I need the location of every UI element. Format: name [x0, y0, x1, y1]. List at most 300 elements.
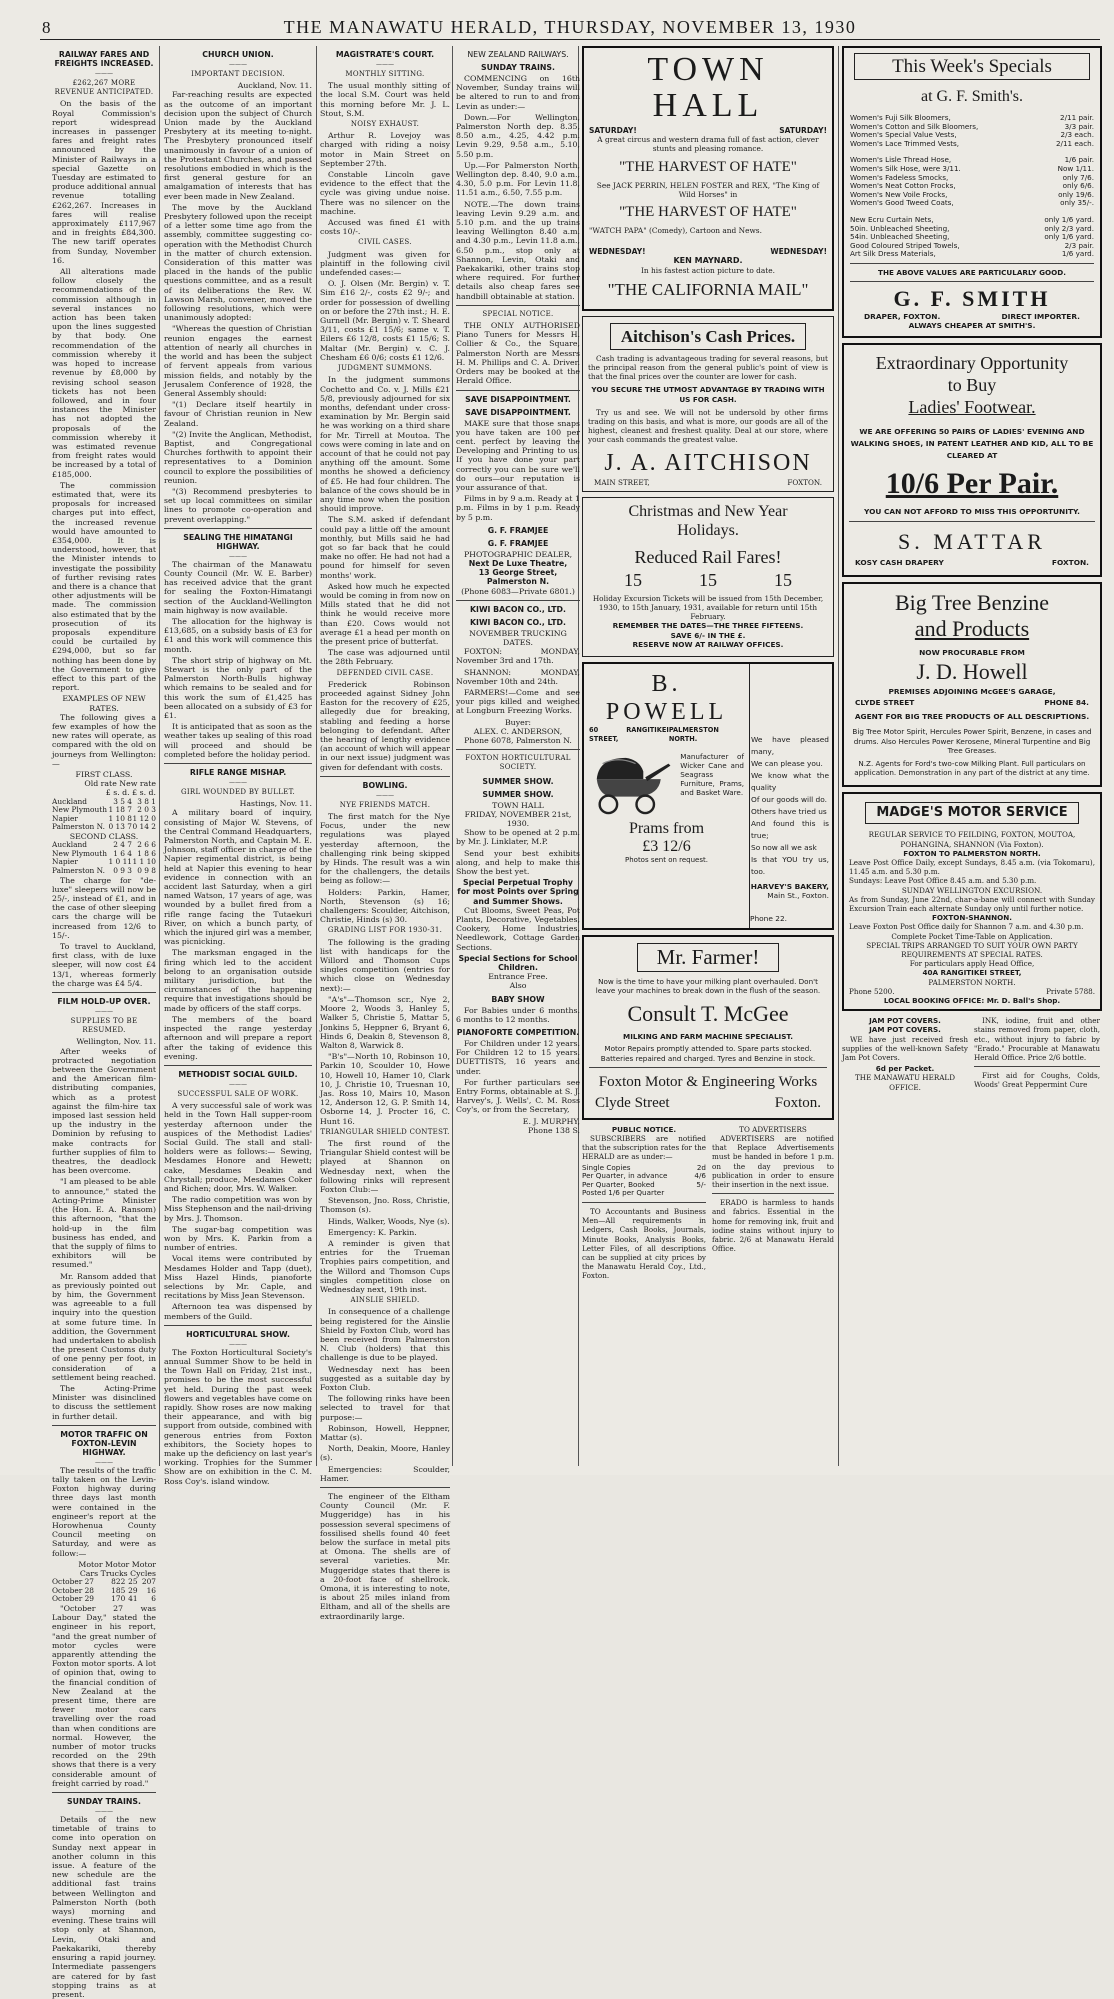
item-label: Women's New Voile Frocks, [850, 189, 948, 199]
table-row: October 29 170 41 6 [52, 1594, 156, 1604]
ad-paragraph: SPECIAL TRIPS ARRANGED TO SUIT YOUR OWN PARTY REQUIREMENTS AT SPECIAL RATES. [866, 940, 1078, 959]
ad-headline: KIWI BACON CO., LTD. [470, 604, 566, 614]
article-subheadline: IMPORTANT DECISION. [191, 70, 285, 78]
notice-headline: SPECIAL NOTICE. [482, 309, 554, 318]
ad-line: PREMISES ADJOINING McGEE'S GARAGE, [888, 686, 1056, 696]
rate-label: Per Quarter, Booked [582, 1179, 655, 1189]
specials-group [850, 216, 1094, 259]
ad-town: FOXTON. [1051, 557, 1089, 567]
ad-paragraph: Cash trading is advantageous trading for several reasons, but the principal reason from the general public's point of view is that the final prices over the counter are lower for cash. [588, 353, 828, 382]
item-label: Good Coloured Striped Towels, [850, 240, 960, 250]
ad-name: J. A. AITCHISON [604, 449, 812, 476]
traffic-table [52, 1578, 156, 1604]
ad-line: Special Sections for School Children. [458, 953, 578, 973]
divider [164, 528, 312, 529]
ad-paragraph: Show to be opened at 2 p.m. by Mr. J. Linklater, M.P. [456, 828, 580, 847]
ad-line: SUNDAY WELLINGTON EXCURSION. [901, 885, 1043, 895]
table-row: Napier 1 10 8 1 12 0 [52, 813, 156, 823]
notice-paragraph: COMMENCING on 16th November, Sunday trains will be altered to run to and from Levin as under:— [456, 74, 580, 111]
ad-paragraph: A great circus and western drama full of fast action, clever stunts and pleasing romance. [597, 135, 819, 154]
ad-paragraph: "WATCH PAPA" (Comedy), Cartoon and News. [589, 226, 762, 236]
ad-subtitle: Reduced Rail Fares! [634, 546, 782, 567]
ad-paragraph: YOU CAN NOT AFFORD TO MISS THIS OPPORTUNITY. [864, 506, 1080, 516]
article-paragraph: The results of the traffic tally taken on the Levin-Foxton highway during three days last month were contained in the engineer's report at the Horowhenua County Council meeting on Saturday, and were as follow:— [52, 1465, 156, 1558]
ad-title: MADGE'S MOTOR SERVICE [876, 805, 1068, 821]
article-paragraph: "I am pleased to be able to announce," stated the Acting-Prime Minister (the Hon. E. A. Ransom) this afternoon, "that the hold-up in the film business has ended, and that the supply of films to exhibitors will be resumed." [52, 1177, 156, 1270]
column-2 [164, 46, 312, 1486]
article-paragraph: Frederick Robinson proceeded against Sidney John Easton for the recovery of £25, allegedly due for breaking, stabling and feeding a horse belonging to defendant. After the hearing of lengthy evidence (an account of which will appear in our next issue) judgment was given for defendant with costs. [320, 679, 450, 772]
ad-address: 40A RANGITIKEI STREET, [922, 968, 1022, 978]
ad-line: NOVEMBER TRUCKING DATES. [469, 628, 567, 647]
article-headline: CHURCH UNION. [202, 50, 274, 59]
ad-town: Foxton. [774, 1094, 821, 1111]
dateline: Wellington, Nov. 11. [76, 1037, 156, 1047]
divider [974, 1066, 1100, 1067]
section-label: TRIANGULAR SHIELD CONTEST. [320, 1127, 450, 1136]
ad-line: PHOTOGRAPHIC DEALER, [463, 549, 573, 559]
article-paragraph: Afternoon tea was dispensed by members of the Guild. [164, 1302, 312, 1321]
ad-line: LOCAL BOOKING OFFICE: Mr. D. Ball's Shop. [883, 996, 1061, 1005]
ad-name: ALEX. C. ANDERSON, [473, 726, 563, 736]
ad-headline: KIWI BACON CO., LTD. [470, 617, 566, 627]
item-price: only 1/6 yard. [1044, 232, 1094, 242]
price-row [850, 250, 1094, 259]
item-label: Women's Special Value Vests, [850, 130, 957, 140]
article-paragraph: Holders: Parkin, Hamer, North, Stevenson (s) 16; challengers: Scoulder, Aitchison, Christie, Hinds (s) 30. [320, 887, 450, 925]
price-row [850, 140, 1094, 149]
ad-day: SATURDAY! [779, 126, 827, 135]
ad-name: G. F. SMITH [893, 286, 1051, 312]
article-paragraph: Emergency: K. Parkin. [328, 1227, 417, 1237]
article-headline: MOTOR TRAFFIC ON FOXTON-LEVIN HIGHWAY. [60, 1429, 148, 1457]
pram-illustration [589, 752, 676, 816]
ad-town: PALMERSTON NORTH. [668, 726, 719, 744]
article-paragraph: The usual monthly sitting of the local S.M. Court was held this morning before Mr. J. L. Stout, S.M. [320, 81, 450, 118]
ornament-divider: ——— [229, 779, 247, 787]
article-paragraph: Accused was fined £1 with costs 10/-. [320, 218, 450, 237]
ad-line: KOSY CASH DRAPERY [855, 557, 944, 567]
divider [850, 263, 1094, 264]
ad-line: MILKING AND FARM MACHINE SPECIALIST. [623, 1032, 793, 1042]
ad-works: Foxton Motor & Engineering Works [598, 1073, 818, 1090]
ad-address: 60 RANGITIKEI STREET, [589, 726, 669, 744]
verse-line: We know what the quality [751, 771, 829, 793]
article-subheadline: SUCCESSFUL SALE OF WORK. [177, 1089, 299, 1098]
fare-number: 15 [774, 569, 792, 590]
article-paragraph: Vocal items were contributed by Mesdames Holder and Tapp (duet), Miss Hazel Hinds, pianoforte selections by Mr. Caple, and recitations by Miss Jean Stevenson. [164, 1254, 312, 1301]
article-paragraph: It is anticipated that as soon as the weather takes up sealing of this road will proceed and should be completed before the holiday period. [164, 722, 312, 759]
ad-paragraph: First aid for Coughs, Colds, Woods' Great Peppermint Cure [974, 1071, 1100, 1090]
verse-line: Is that YOU try us, too. [751, 855, 829, 877]
ad-paragraph: Leave Foxton Post Office daily for Shannon 7 a.m. and 4.30 p.m. [849, 922, 1084, 932]
divider [850, 281, 1094, 282]
item-label: Women's Fadeless Smocks, [850, 172, 949, 182]
ad-price: 10/6 Per Pair. [885, 466, 1059, 500]
ad-line: AGENT FOR BIG TREE PRODUCTS OF ALL DESCRIPTIONS. [854, 712, 1090, 722]
ad-phone: Phone 5200. [849, 986, 895, 996]
divider [52, 992, 156, 993]
ad-headline: BABY SHOW [491, 994, 545, 1004]
ad-line: 13 George Street, Palmerston N. [478, 568, 558, 587]
ad-paragraph: Manufacturer of Wicker Cane and Seagrass Furniture, Prams, and Basket Ware. [680, 752, 744, 798]
ad-name: S. MATTAR [898, 528, 1046, 554]
table-header: Old rate New rate [84, 779, 156, 789]
ad-line: ALWAYS CHEAPER AT SMITH'S. [908, 321, 1036, 331]
item-label: Women's Good Tweed Coats, [850, 198, 954, 208]
ad-paragraph: RESERVE NOW AT RAILWAY OFFICES. [632, 639, 784, 649]
ad-phone: Phone 22. [750, 914, 787, 924]
article-paragraph: The case was adjourned until the 28th February. [320, 648, 450, 667]
ad-paragraph: FOXTON: MONDAY, November 3rd and 17th. [456, 647, 580, 666]
notice-paragraph: THE ONLY AUTHORISED Piano Tuners for Messrs H. Collier & Co., the Square, Palmerston North are Messrs H. M. Phillips and C. A. Driver. Orders may be booked at the Herald Office. [456, 321, 580, 386]
ad-consult: Consult T. McGee [627, 1001, 789, 1027]
ad-line: Special Perpetual Trophy for most Points over Spring and Summer Shows. [457, 878, 579, 906]
article-paragraph: The following is the grading list with handicaps for the Willord and Thomson Cups singles competition (entries for which close on Wednesday next):— [320, 937, 450, 993]
section-label: JUDGMENT SUMMONS. [338, 364, 432, 373]
table-header: Motor Motor Motor [78, 1559, 156, 1569]
item-price: only 7/6. [1062, 172, 1094, 182]
table-caption: SECOND CLASS. [69, 832, 139, 842]
table-row: Palmerston N. 0 13 7 0 14 2 [52, 822, 156, 832]
ornament-divider: ——— [376, 791, 394, 799]
ad-paragraph: For further particulars see Entry Forms, obtainable at S. J. Harvey's, J. Wells', C. M. Ross Coy's, or from the Secretary, [456, 1077, 580, 1115]
masthead-title: THE MANAWATU HERALD, THURSDAY, NOVEMBER 13, 1930 [283, 17, 857, 37]
article-paragraph: The marksman engaged in the firing which led to the accident belong to an organisation outside military jurisdiction, but the circumstances of the happening require that investigations should be made by officers of the staff corps. [164, 948, 312, 1013]
article-paragraph: A military board of inquiry, consisting of Major W. Stevens, of the Central Command Headquarters, Palmerston North, and Captain M. E. Johnson, staff officer in charge of the Napier regimental district, is being held at Napier this evening to hear evidence in connection with an accident last Saturday, when a girl named Watson, 17 years of age, was wounded by a bullet fired from a rifle range facing the Tutaekuri River, on which a bunch party, of which the injured girl was a member, was picnicking. [164, 808, 312, 947]
divider [456, 600, 580, 601]
article-paragraph: Far-reaching results are expected as the outcome of an important decision upon the subject of Church Union made by the Auckland Presbytery at its meeting to-night. The Presbytery pronounced itself unanimously in favour of a union of the Protestant Churches, and passed resolutions embodied in which is the first general gesture for an amalgamation of interests that has ever been made in New Zealand. [164, 90, 312, 201]
column-6 [842, 46, 1102, 1466]
ornament-divider: ——— [229, 552, 247, 560]
section-label: CIVIL CASES. [358, 238, 412, 247]
ad-address: CLYDE STREET [855, 698, 915, 708]
table-row: Napier 1 0 11 1 1 10 [52, 857, 156, 867]
divider [456, 390, 580, 391]
ad-address: Main St., Foxton. [767, 891, 829, 901]
article-paragraph: "(3) Recommend presbyteries to set up local committees on similar lines to promote co-operation and prevent overlapping." [164, 486, 312, 524]
verse-line: Of our goods will do. [751, 795, 827, 805]
ad-line: NOW PROCURABLE FROM [919, 647, 1025, 657]
column-rule [838, 46, 839, 1466]
article-paragraph: The following rinks have been selected to travel for that purpose:— [320, 1394, 450, 1422]
ad-paragraph: MAKE sure that those snaps you have taken are 100 per cent. perfect by leaving the Developing and Printing to us. If you have done your part correctly you can be sure we'll do ours—our reputation is your assurance of that. [456, 418, 580, 492]
ad-paragraph: In his fastest action picture to date. [641, 265, 775, 275]
ad-headline: SUMMER SHOW. [482, 789, 554, 799]
column-4 [456, 46, 580, 1466]
item-label: Art Silk Dress Materials, [850, 249, 936, 259]
article-paragraph: In the judgment summons Cochetto and Co. v. J. Mills £21 5/8, previously adjourned for six months, defendant under cross-examination by Mr. Bergin said he was working on a third share for Mr. Tirrell at Moutoa. The cows were coming in late and on account of that he could not pay anything off the amount. Some months he showed a deficiency of £5. He had four children. The balance of the cows should be in any time now when the position should improve. [320, 375, 450, 514]
article-paragraph: Judgment was given for plaintiff in the following civil undefended cases:— [320, 249, 450, 278]
ad-address: Clyde Street [595, 1094, 670, 1111]
ad-paragraph: Sundays: Leave Post Office 8.45 a.m. and 5.30 p.m. [849, 876, 1037, 886]
ad-address: MAIN STREET, [594, 477, 650, 487]
article-headline: SEALING THE HIMATANGI HIGHWAY. [183, 532, 293, 551]
item-label: New Ecru Curtain Nets, [850, 214, 934, 224]
column-5 [582, 46, 834, 1466]
item-label: Women's Fuji Silk Bloomers, [850, 113, 951, 122]
ad-line: FOXTON-SHANNON. [932, 913, 1012, 923]
ad-paragraph: As from Sunday, June 22nd, char-a-bane will connect with Sunday Excursion Train each alternate Sunday only until further notice. [849, 894, 1095, 913]
rate-value: 4/6 [694, 1171, 706, 1181]
rate-value: 2d [696, 1162, 706, 1172]
ad-subtitle: at G. F. Smith's. [920, 88, 1024, 105]
item-price: 2/11 pair. [1060, 113, 1094, 122]
ad-paragraph: WE have just received fresh supplies of the well-known Safety Jam Pot Covers. [842, 1034, 968, 1063]
ad-paragraph: Send your best exhibits along, and help to make this Show the best yet. [456, 848, 580, 877]
ad-headline: FOXTON HORTICULTURAL SOCIETY. [465, 754, 571, 772]
article-paragraph: The move by the Auckland Presbytery followed upon the receipt of a letter some time ago from the assembly, committee suggesting co-operation with the Methodist Church in the matter of church extension. Consideration of this matter was placed in the hands of the public questions committee, and as a result of its deliberations the Rev. W. Lawson Marsh, convener, moved the following resolutions, which were unanimously adopted: [164, 202, 312, 323]
divider [52, 1792, 156, 1793]
section-label: EXAMPLES OF NEW RATES. [62, 694, 146, 713]
ad-title: Big Tree Benzine [895, 589, 1049, 615]
ad-paragraph: Cut Blooms, Sweet Peas, Pot Plants, Decorative, Vegetables, Cookery, Home Industries, Needlework, Cottage Garden Sections. [456, 905, 580, 952]
article-paragraph: All alterations made follow closely the recommendations of the commission although in several instances no action has been taken upon the lines suggested by that body. One recommendation of the commission whereby it was hoped to increase revenue by £8,000 by revising school season tickets has not been followed, and in four instances the Minister has not adopted the proposals of the commission whereby it was estimated revenue from freight rates would be increased by a total of £185,000. [52, 267, 156, 479]
notice-paragraph: NOTE.—The down trains leaving Levin 9.29 a.m. and 5.10 p.m. and the up trains leaving Wellington 8.40 a.m. and 4.30 p.m., Levin 11.8 a.m., 6.50 p.m., stop only at Shannon, Levin, Otaki and Paekakariki, other trains stop where required. For further details also cheap fares see handbill obtainable at station. [456, 199, 580, 301]
article-paragraph: "Whereas the question of Christian reunion engages the earnest attention of nearly all churches in the world and has been the subject of fervent appeals from various mission fields, and notably by the Jerusalem Conference of 1928, the General Assembly should: [164, 324, 312, 398]
ad-title: Mr. Farmer! [656, 944, 760, 969]
item-price: only 2/3 yard. [1044, 223, 1094, 233]
article-headline: HORTICULTURAL SHOW. [186, 1329, 290, 1339]
ad-line: FOXTON TO PALMERSTON NORTH. [903, 848, 1041, 858]
ad-phone: (Phone 6083—Private 6801.) [461, 586, 575, 596]
article-paragraph: Details of the new timetable of trains to come into operation on Sunday next appear in another column in this issue. A feature of the new schedule are the additional fast trains between Wellington and Palmerston North (both ways) morning and evening. These trains will stop only at Shannon, Levin, Otaki and Paekakariki, thereby ensuring a rapid journey. Intermediate passengers are catered for by fast stopping trains as at present. [52, 1815, 156, 1999]
specials-group [850, 114, 1094, 148]
ornament-divider: ——— [229, 1080, 247, 1088]
divider [52, 1425, 156, 1426]
ad-line: Next De Luxe Theatre, [468, 558, 568, 568]
ad-line: DRAPER, FOXTON. [864, 312, 941, 322]
article-paragraph: Stevenson, Jno. Ross, Christie, Thomson (s). [320, 1196, 450, 1215]
article-paragraph: "A's"—Thomson scr., Nye 2, Moore 2, Woods 3, Hanley 5, Walker 5, Christie 5, Mattar 5, Jonkins 5, Heppner 6, Bryant 6, Hinds 6, Deakin 8, Stevenson 8, Walton 8, Warwick 8. [320, 994, 450, 1050]
ad-powell-harvey [582, 662, 834, 930]
ad-paragraph: SHANNON: MONDAY, November 10th and 24th. [456, 667, 580, 686]
ad-rail-fares [582, 497, 834, 657]
ad-line: Entrance Free. [488, 972, 548, 982]
ad-paragraph: Leave Post Office Daily, except Sundays, 8.45 a.m. (via Tokomaru), 11.45 a.m. and 5.30 p.m. [849, 857, 1095, 877]
ad-paragraph: FARMERS!—Come and see your pigs killed and weighed at Longburn Freezing Works. [456, 687, 580, 716]
ad-town-hall [582, 46, 834, 311]
article-paragraph: "(2) Invite the Anglican, Methodist, Baptist, and Congregational Churches forthwith to appoint their representatives to a Dominion council to explore the possibilities of reunion. [164, 429, 312, 485]
fares-table-first [52, 798, 156, 832]
table-row: New Plymouth 1 18 7 2 0 3 [52, 805, 156, 815]
divider [456, 749, 580, 750]
ad-title: to Buy [947, 374, 997, 395]
article-paragraph: A reminder is given that entries for the Trueman Trophies pairs competition, and the Willord and Thomson Cups singles competition close on Wednesday next, 19th inst. [320, 1238, 450, 1294]
ad-line: Buyer: [504, 717, 532, 727]
ad-line: THE MANAWATU HERALD OFFICE. [855, 1073, 955, 1092]
ad-day: WEDNESDAY! [589, 247, 646, 257]
ad-paragraph: REGULAR SERVICE TO FEILDING, FOXTON, MOUTOA, POHANGINA, SHANNON (Via Foxton). [868, 830, 1076, 849]
ad-town: PALMERSTON NORTH. [928, 977, 1016, 987]
article-headline: RIFLE RANGE MISHAP. [189, 768, 287, 778]
article-paragraph: To travel to Auckland, first class, with de luxe sleeper, will now cost £4 13/1, whereas formerly the charge was £4 5/4. [52, 942, 156, 988]
ad-title: Ladies' Footwear. [908, 396, 1036, 417]
ad-phone: Phone 6078, Palmerston N. [464, 735, 572, 745]
article-paragraph: The S.M. asked if defendant could pay a little off the amount monthly, but Mills said he had got so far back that he could make no offer. He had not had a pound for himself for seven months' work. [320, 515, 450, 580]
divider [164, 763, 312, 764]
ad-name: J. D. Howell [916, 658, 1028, 684]
divider [712, 1193, 834, 1194]
rate-value: 5/- [696, 1179, 706, 1189]
article-paragraph: Asked how much he expected would be coming in from now on Mills stated that he did not think he would receive more than £20. Cows would not average £1 a head per month on the present price of butterfat. [320, 581, 450, 646]
notice-headline: PUBLIC NOTICE. [611, 1124, 677, 1134]
ad-name: G. F. FRAMJEE [487, 525, 549, 535]
item-price: 1/6 yard. [1061, 249, 1094, 259]
ad-prams: Prams from [628, 820, 705, 838]
article-paragraph: The short strip of highway on Mt. Stewart is the only part of the Palmerston North-Bulls highway which remains to be sealed and for this work the sum of £1,425 has been allocated on a subsidy of £3 for £1. [164, 655, 312, 720]
ad-phone: PHONE 84. [1044, 698, 1089, 708]
film-title: "THE HARVEST OF HATE" [619, 204, 797, 221]
fare-number: 15 [699, 569, 717, 590]
ad-name: HARVEY'S BAKERY, [750, 882, 829, 892]
ornament-divider: ——— [95, 70, 113, 77]
item-price: only 1/6 yard. [1044, 214, 1094, 224]
item-label: Women's Neat Cotton Frocks, [850, 181, 956, 191]
ad-big-tree [842, 582, 1102, 788]
ad-star: KEN MAYNARD. [673, 256, 743, 266]
table-row: Auckland 2 4 7 2 6 6 [52, 840, 156, 850]
column-3 [320, 46, 450, 1621]
table-row: October 27 822 25 207 [52, 1577, 156, 1587]
article-headline: SUNDAY TRAINS. [67, 1797, 141, 1807]
ad-mr-farmer [582, 935, 834, 1120]
item-price: only 19/6. [1058, 189, 1094, 199]
item-price: Now 1/11. [1057, 163, 1094, 173]
page-number: 8 [42, 18, 52, 37]
ad-title: TOWN HALL [647, 51, 769, 124]
rate-label: Per Quarter, in advance [582, 1171, 668, 1181]
column-rule [452, 46, 453, 1466]
article-paragraph: O. J. Olsen (Mr. Bergin) v. T. Sim £16 2/-, costs £2 9/-; and order for possession of dwelling on or before the 27th inst.; H. E. Gurnell (Mr. Bergin) v. T. Sheard 3/11, costs £1 15/6; same v. T. Eilers £6 12/8, costs £1 15/6; S. Maltar (Mr. Bergin) v. C. J. Chesham £6 0/6; costs £1 12/6. [320, 279, 450, 362]
verse-line: Others have tried us [751, 807, 827, 817]
item-price: 2/3 pair. [1064, 240, 1094, 250]
article-paragraph: The first match for the Nye Focus, under the new regulations was played yesterday afternoon, the challenging rink being skipped by Hinds. The result was a win for the challengers, the details being as follow:— [320, 812, 450, 886]
article-paragraph: Mr. Ransom added that as previously pointed out by him, the Government was agreeable to a full inquiry into the question at some future time. In addition, the Government had undertaken to abolish the present Customs duty of one penny per foot, in consideration of a settlement being reached. [52, 1271, 156, 1382]
article-paragraph: "(1) Declare itself heartily in favour of Christian reunion in New Zealand. [164, 400, 312, 428]
ad-paragraph: Holiday Excursion Tickets will be issued from 15th December, 1930, to 15th January, 1931, available for return until 15th February. [592, 593, 824, 622]
verse-line: We can please you. [751, 759, 823, 769]
article-paragraph: A very successful sale of work was held in the Town Hall supper-room yesterday afternoon under the auspices of the Methodist Ladies' Social Guild. The stall and stall-holders were as follows:— Sewing, Mesdames Honore and Hewett; cake, Mesdames Deakin and Chrystall; produce, Mesdames Coker and Richen; door, Mrs. W. Walker. [164, 1101, 312, 1193]
article-paragraph: After weeks of protracted negotiation between the Government and the American film-distributing companies, which as a protest against the film-hire tax imposed last session held up the industry in the Dominion by refusing to make contracts for further supplies of film to theatres, the deadlock has been overcome. [52, 1046, 156, 1176]
article-paragraph: Constable Lincoln gave evidence to the effect that the cycle was giving undue noise. There was no silencer on the machine. [320, 170, 450, 216]
item-label: 50in. Unbleached Sheeting, [850, 223, 950, 233]
ad-headline: JAM POT COVERS. [869, 1025, 941, 1035]
ad-line: Complete Pocket Time-Table on Application. [891, 931, 1053, 941]
ad-footwear [842, 343, 1102, 577]
ad-title: Christmas and New Year [628, 502, 788, 520]
item-price: 3/3 pair. [1064, 121, 1094, 131]
ad-paragraph: Big Tree Motor Spirit, Hercules Power Spirit, Benzene, in cases and drums. Also Hercules Power Kerosene, Mineral Turpentine and Big Tree Greases. [852, 727, 1092, 755]
ornament-divider: ——— [95, 1008, 113, 1016]
ad-line: FRIDAY, NOVEMBER 21st, 1930. [464, 809, 572, 828]
item-label: Women's Lace Trimmed Vests, [850, 138, 960, 148]
verse-line: We have pleased many, [751, 735, 829, 757]
article-paragraph: On the basis of the Royal Commission's report widespread increases in passenger fares and freight rates announced by the Minister of Railways in a special Gazette on Tuesday are estimated to produce additional annual revenue totalling £262,267. Increases in fares will realise approximately £117,967 and in freights £84,300. The new tariff operates from Sunday, November 16. [52, 99, 156, 265]
article-paragraph: The chairman of the Manawatu County Council (Mr. W. E. Barber) has received advice that the grant for sealing the Foxton-Himatangi section of the Auckland-Wellington main highway is now available. [164, 559, 312, 615]
article-paragraph: Arthur R. Lovejoy was charged with riding a noisy motor in Main Street on September 27th. [320, 131, 450, 168]
table-caption: FIRST CLASS. [75, 770, 133, 780]
article-paragraph: Hinds, Walker, Woods, Nye (s). [328, 1216, 450, 1226]
article-subheadline: £262,267 MORE REVENUE ANTICIPATED. [54, 79, 154, 97]
item-label: Women's Lisle Thread Hose, [850, 155, 952, 165]
column-1 [52, 46, 156, 1999]
dateline: Auckland, Nov. 11. [237, 81, 312, 91]
ad-paragraph: For Babies under 6 months. 6 months to 12 months. [456, 1005, 580, 1024]
dateline: Hastings, Nov. 11. [239, 799, 312, 809]
item-price: only 35/-. [1060, 198, 1094, 208]
price-row [850, 199, 1094, 208]
item-price: only 6/6. [1062, 181, 1094, 191]
ad-title: B. POWELL [605, 671, 728, 726]
ornament-divider: ——— [95, 1458, 113, 1466]
ad-paragraph: See JACK PERRIN, HELEN FOSTER and REX, "The King of Wild Horses" in [596, 180, 820, 199]
divider [456, 305, 580, 306]
ad-headline: SAVE DISAPPOINTMENT. [465, 407, 571, 417]
ad-day: SATURDAY! [589, 126, 637, 135]
ad-price: 6d per Packet. [875, 1064, 935, 1074]
article-paragraph: North, Deakin, Moore, Hanley (s). [320, 1444, 450, 1463]
notice-subheadline: SUNDAY TRAINS. [481, 63, 555, 72]
article-paragraph: The charge for "de-luxe" sleepers will now be 25/-, instead of £1, and in the case of other sleeping cars the charge will be increased from 12/6 to 15/-. [52, 875, 156, 940]
ornament-divider: ——— [229, 1340, 247, 1348]
article-paragraph: Emergencies: Scoulder, Hamer. [320, 1464, 450, 1483]
divider [164, 1065, 312, 1066]
item-price: 2/3 each. [1060, 130, 1094, 140]
section-label: DEFENDED CIVIL CASE. [336, 668, 434, 677]
article-headline: BOWLING. [362, 780, 408, 790]
masthead [40, 14, 1100, 40]
column-rule [316, 46, 317, 1466]
ad-headline: SAVE DISAPPOINTMENT. [465, 394, 571, 404]
section-label: GRADING LIST FOR 1930-31. [327, 926, 443, 935]
section-label: AINSLIE SHIELD. [350, 1296, 420, 1305]
ad-title: Aitchison's Cash Prices. [620, 326, 796, 346]
article-headline: FILM HOLD-UP OVER. [57, 997, 151, 1007]
table-units: Cars Trucks Cycles [79, 1569, 156, 1578]
ad-title: and Products [914, 615, 1030, 641]
column-rule [159, 46, 160, 1466]
article-paragraph: "B's"—North 10, Robinson 10, Parkin 10, Scoulder 10, Howe 10, Howell 10, Hamer 10, Clark 10, J. Christie 10, Truesnan 10, Jas. Ross 10, Mairs 10, Mason 12, Anderson 12, G. P. Smith 14, Osborne 14, J. Procter 16, C. Hunt 16. [320, 1052, 450, 1126]
ad-paragraph: SAVE 6/- IN THE £. [670, 630, 746, 640]
verse-line: So now all we ask [751, 843, 817, 853]
notice-paragraph: ERADO is harmless to hands and fabrics. Essential in the home for removing ink, fruit and iodine stains without injury to fabric. 2/6 at Manawatu Herald Office. [712, 1198, 834, 1254]
article-paragraph: The radio competition was won by Miss Stephenson and the nail-driving by Mrs. J. Thomson. [164, 1195, 312, 1223]
ad-title: Extraordinary Opportunity [875, 352, 1069, 373]
ad-paragraph: N.Z. Agents for Ford's two-cow Milking Plant. Full particulars on application. Demonstration in any part of the district at any time. [854, 758, 1090, 778]
article-subheadline: GIRL WOUNDED BY BULLET. [180, 788, 296, 797]
article-headline: RAILWAY FARES AND FREIGHTS INCREASED. [54, 50, 154, 68]
divider [582, 1202, 706, 1203]
notice-paragraph: Down.—For Wellington, Palmerston North dep. 8.35, 8.50 a.m., 4.25, 4.42 p.m. Levin 9.29, 9.58 a.m., 5.10, 5.50 p.m. [456, 112, 580, 159]
item-label: 54in. Unbleached Sheeting, [850, 232, 950, 242]
verse-line: And found this is true; [751, 819, 829, 841]
section-label: NOISY EXHAUST. [350, 120, 420, 129]
divider [320, 776, 450, 777]
film-title: "THE CALIFORNIA MAIL" [607, 279, 809, 299]
item-label: Women's Cotton and Silk Bloomers, [850, 121, 979, 131]
ad-paragraph: WE ARE OFFERING 50 PAIRS OF LADIES' EVENING AND WALKING SHOES, IN PATENT LEATHER AND KID, ALL TO BE CLEARED AT [850, 426, 1094, 460]
article-paragraph: The Foxton Horticultural Society's annual Summer Show to be held in the Town Hall on Friday, 21st inst., promises to be the most successful yet held. During the past week flowers and vegetables have come on rapidly. Show roses are now making their appearance, and with big support from outside, combined with generous entries from Foxton exhibitors, the Society hopes to make up the deficiency on last year's working. Trophies for the Summer Show are on exhibition in the C. M. Ross Coy's. island window. [164, 1347, 312, 1486]
ad-paragraph: Try us and see. We will not be undersold by other firms trading on this basis, and what is more, our goods are all of the highest, cleanest and freshest quality. Deal at our store, where your cash commands the greatest value. [588, 407, 828, 445]
ad-paragraph: INK, iodine, fruit and other stains removed from paper, cloth, etc., without injury to fabric by "Erado." Procurable at Manawatu Herald Office. Price 2/6 bottle. [974, 1016, 1100, 1063]
article-paragraph: In consequence of a challenge being registered for the Ainslie Shield by Foxton Club, word has been received from Palmerston N. Club (holders) that this challenge is due to be played. [320, 1307, 450, 1363]
table-row: Palmerston N. 0 9 3 0 9 8 [52, 866, 156, 875]
film-title: "THE HARVEST OF HATE" [619, 158, 797, 175]
ornament-divider: ——— [95, 1808, 113, 1816]
ad-paragraph: REMEMBER THE DATES—THE THREE FIFTEENS. [612, 621, 804, 631]
ad-line: THE ABOVE VALUES ARE PARTICULARLY GOOD. [878, 267, 1066, 277]
ad-title: Holidays. [677, 521, 739, 539]
